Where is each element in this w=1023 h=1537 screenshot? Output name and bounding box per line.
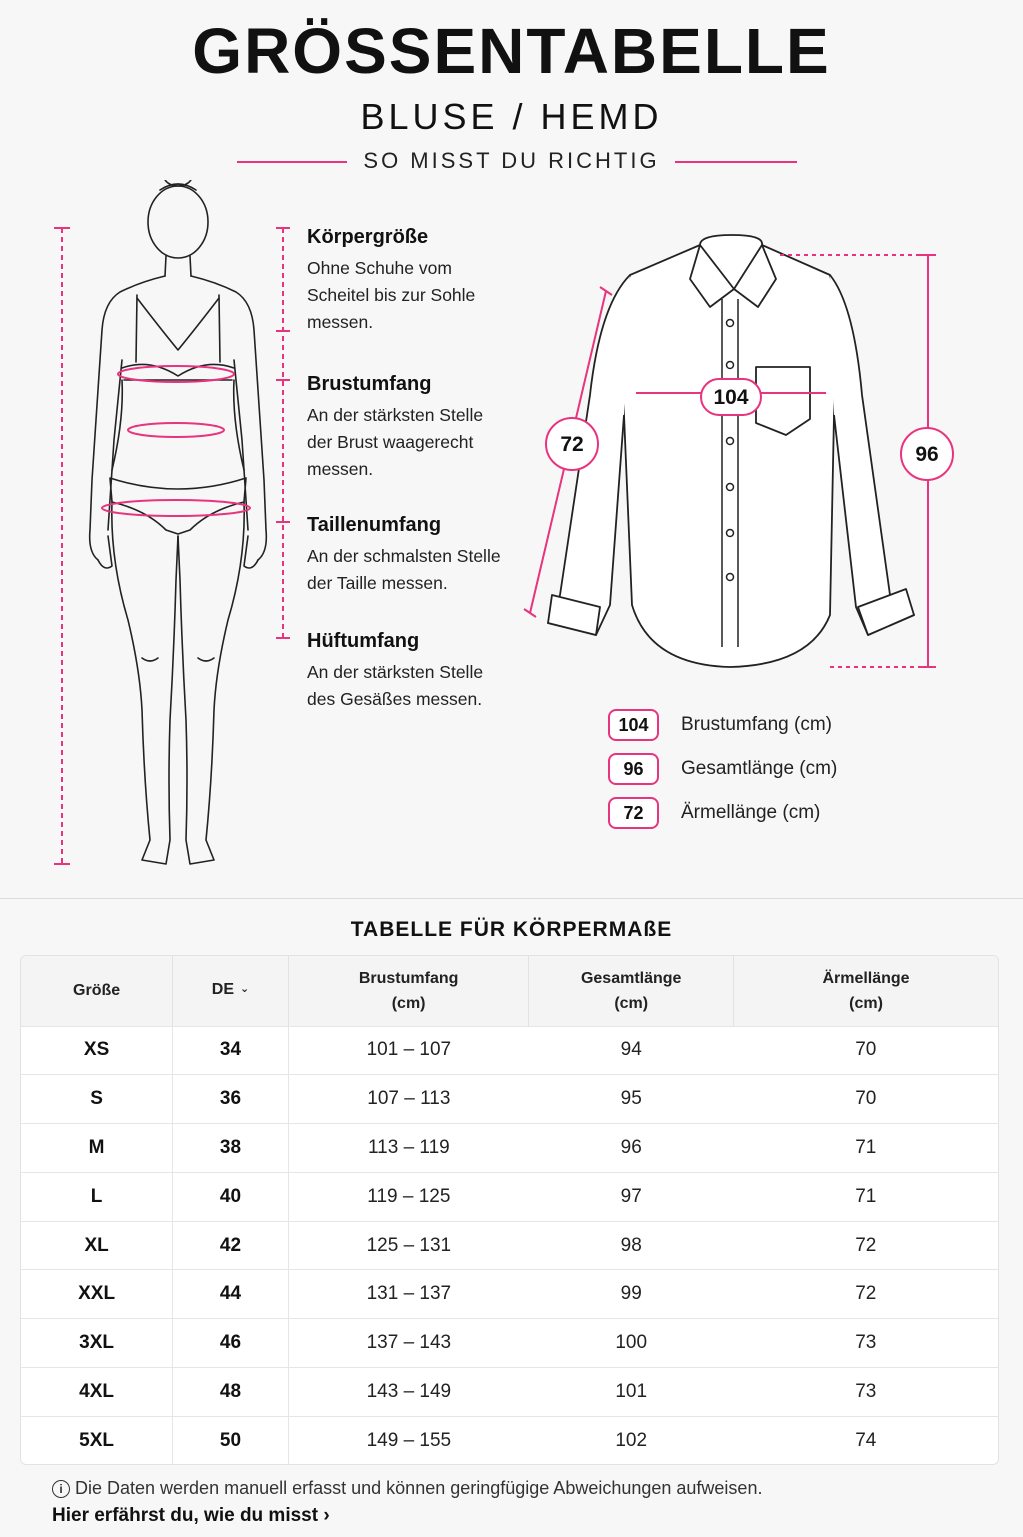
header-chest-label: Brustumfang xyxy=(358,969,459,987)
cell-de: 42 xyxy=(173,1221,289,1270)
header-size: Größe xyxy=(21,956,173,1026)
cell-sleeve: 70 xyxy=(734,1026,998,1075)
legend-badge: 72 xyxy=(608,797,659,829)
sleeve-badge-value: 72 xyxy=(560,433,584,456)
table-row xyxy=(21,1026,998,1075)
table-title: TABELLE FÜR KÖRPERMAßE xyxy=(350,918,673,941)
cell-chest: 119 – 125 xyxy=(288,1172,529,1221)
header-length xyxy=(529,956,734,1026)
cell-size: M xyxy=(21,1124,173,1173)
cell-length: 99 xyxy=(529,1270,734,1319)
instruction-text: An der schmalsten Stelle der Taille messen. xyxy=(307,546,501,593)
sleeve-badge xyxy=(546,418,598,470)
divider-right xyxy=(675,161,797,163)
section-divider xyxy=(0,898,1023,899)
cell-length: 97 xyxy=(529,1172,734,1221)
cell-chest: 101 – 107 xyxy=(288,1026,529,1075)
header-chest-unit: (cm) xyxy=(391,994,426,1012)
cell-length: 96 xyxy=(529,1124,734,1173)
page-title: GRÖSSENTABELLE xyxy=(192,15,831,87)
legend-item xyxy=(608,709,837,741)
shirt-illustration xyxy=(500,215,970,685)
cell-de: 34 xyxy=(173,1026,289,1075)
cell-size: S xyxy=(21,1075,173,1124)
table-row xyxy=(21,1319,998,1368)
cell-de: 36 xyxy=(173,1075,289,1124)
table-row xyxy=(21,1221,998,1270)
table-row xyxy=(21,1172,998,1221)
cell-length: 95 xyxy=(529,1075,734,1124)
instruction-text: An der stärksten Stelle der Brust waagerecht messen. xyxy=(307,405,484,479)
cell-size: XS xyxy=(21,1026,173,1075)
cell-sleeve: 71 xyxy=(734,1124,998,1173)
header-chest xyxy=(288,956,529,1026)
instruction-text: Ohne Schuhe vom Scheitel bis zur Sohle messen. xyxy=(307,258,476,332)
cell-chest: 137 – 143 xyxy=(288,1319,529,1368)
table-header-row xyxy=(21,956,998,1026)
table-row xyxy=(21,1075,998,1124)
cell-length: 100 xyxy=(529,1319,734,1368)
disclaimer-text: Die Daten werden manuell erfasst und können geringfügige Abweichungen aufweisen. xyxy=(75,1478,763,1498)
header-sleeve-label: Ärmellänge xyxy=(822,969,910,987)
header-length-unit: (cm) xyxy=(614,994,649,1012)
cell-sleeve: 72 xyxy=(734,1221,998,1270)
cell-size: 3XL xyxy=(21,1319,173,1368)
cell-chest: 143 – 149 xyxy=(288,1368,529,1417)
cell-de: 50 xyxy=(173,1416,289,1465)
header-de: DE xyxy=(211,981,234,999)
table-row xyxy=(21,1270,998,1319)
cell-chest: 107 – 113 xyxy=(288,1075,529,1124)
cell-size: XL xyxy=(21,1221,173,1270)
cell-sleeve: 71 xyxy=(734,1172,998,1221)
instruction-title: Hüftumfang xyxy=(307,630,420,652)
cell-de: 38 xyxy=(173,1124,289,1173)
cell-de: 48 xyxy=(173,1368,289,1417)
cell-length: 98 xyxy=(529,1221,734,1270)
legend-label: Brustumfang (cm) xyxy=(681,714,832,735)
info-icon: i xyxy=(52,1480,70,1498)
cell-de: 46 xyxy=(173,1319,289,1368)
legend-label: Ärmellänge (cm) xyxy=(681,802,821,823)
cell-chest: 125 – 131 xyxy=(288,1221,529,1270)
table-row xyxy=(21,1124,998,1173)
chest-badge-value: 104 xyxy=(713,386,749,409)
size-system-dropdown[interactable] xyxy=(173,956,289,1026)
measure-heading: SO MISST DU RICHTIG xyxy=(363,148,660,173)
chevron-down-icon: ⌄ xyxy=(240,983,250,996)
instruction-title: Körpergröße xyxy=(307,226,429,248)
length-badge xyxy=(901,428,953,480)
disclaimer-note xyxy=(52,1478,762,1499)
cell-size: XXL xyxy=(21,1270,173,1319)
cell-length: 94 xyxy=(529,1026,734,1075)
cell-sleeve: 72 xyxy=(734,1270,998,1319)
cell-sleeve: 73 xyxy=(734,1319,998,1368)
legend-badge: 104 xyxy=(608,709,659,741)
cell-de: 40 xyxy=(173,1172,289,1221)
cell-chest: 113 – 119 xyxy=(288,1124,529,1173)
cell-sleeve: 73 xyxy=(734,1368,998,1417)
cell-size: 5XL xyxy=(21,1416,173,1465)
header-sleeve-unit: (cm) xyxy=(849,994,883,1012)
page-subtitle: BLUSE / HEMD xyxy=(360,96,663,137)
how-to-measure-link[interactable]: Hier erfährst du, wie du misst › xyxy=(52,1505,330,1526)
instruction-title: Brustumfang xyxy=(307,373,432,395)
chest-badge xyxy=(701,379,761,415)
cell-sleeve: 70 xyxy=(734,1075,998,1124)
cell-length: 101 xyxy=(529,1368,734,1417)
cell-length: 102 xyxy=(529,1416,734,1465)
size-table xyxy=(20,955,999,1465)
header-length-label: Gesamtlänge xyxy=(580,969,682,987)
cell-size: L xyxy=(21,1172,173,1221)
legend-item xyxy=(608,753,837,785)
measure-legend xyxy=(608,709,837,841)
body-illustration xyxy=(0,180,300,880)
table-row xyxy=(21,1368,998,1417)
legend-item xyxy=(608,797,837,829)
length-badge-value: 96 xyxy=(915,443,939,466)
legend-badge: 96 xyxy=(608,753,659,785)
cell-chest: 149 – 155 xyxy=(288,1416,529,1465)
legend-label: Gesamtlänge (cm) xyxy=(681,758,838,779)
cell-sleeve: 74 xyxy=(734,1416,998,1465)
cell-chest: 131 – 137 xyxy=(288,1270,529,1319)
cell-de: 44 xyxy=(173,1270,289,1319)
table-row xyxy=(21,1416,998,1465)
instruction-text: An der stärksten Stelle des Gesäßes messen. xyxy=(307,662,484,709)
header-sleeve xyxy=(734,956,998,1026)
instruction-title: Taillenumfang xyxy=(307,514,442,536)
cell-size: 4XL xyxy=(21,1368,173,1417)
